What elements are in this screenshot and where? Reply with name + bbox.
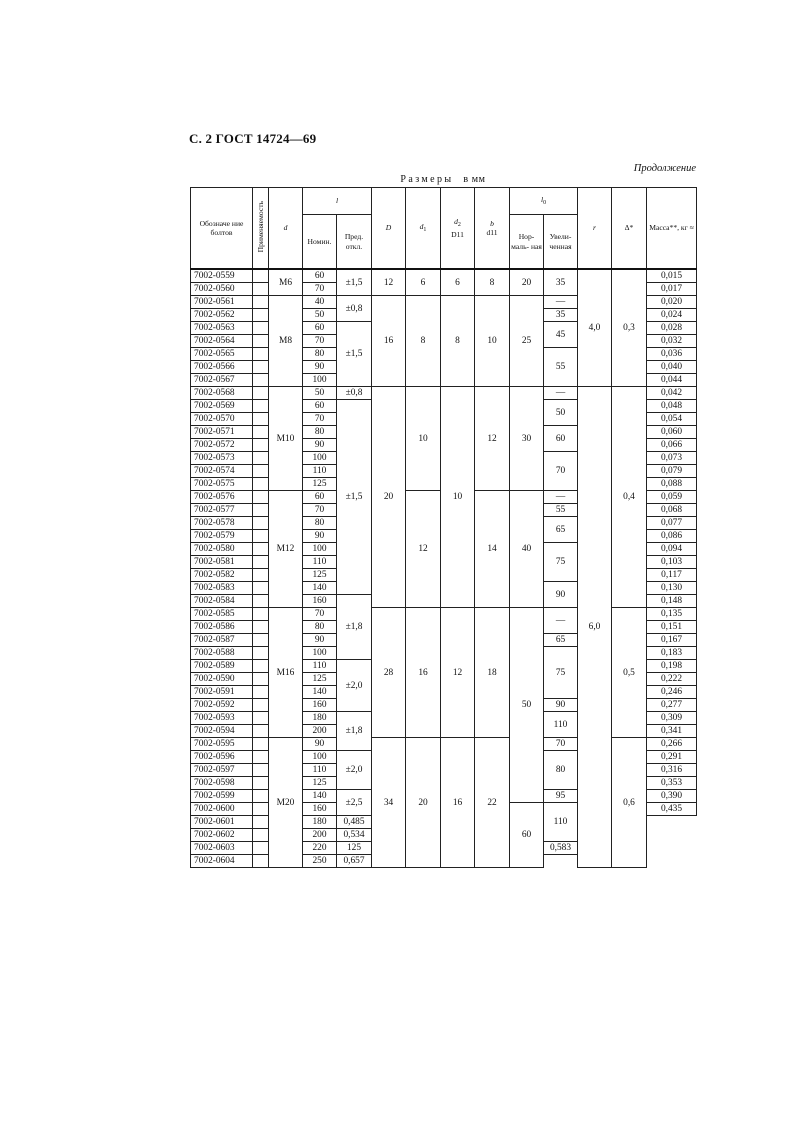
designation-cell: 7002-0573 — [191, 452, 253, 465]
applicability-cell — [253, 829, 269, 842]
mass-cell: 0,151 — [647, 621, 697, 634]
designation-cell: 7002-0575 — [191, 478, 253, 491]
d1-cell: 16 — [406, 608, 441, 738]
mass-cell: 0,316 — [647, 764, 697, 777]
length-tolerance-cell: ±1,5 — [337, 269, 372, 296]
mass-cell: 0,077 — [647, 517, 697, 530]
mass-cell: 0,094 — [647, 543, 697, 556]
designation-cell: 7002-0603 — [191, 842, 253, 855]
d2-cell: 6 — [441, 269, 475, 296]
l0-normal-cell: 25 — [510, 296, 544, 387]
d1-cell: 10 — [406, 387, 441, 491]
applicability-cell — [253, 816, 269, 829]
d2-cell: 12 — [441, 608, 475, 738]
l0-increased-cell: — — [544, 491, 578, 504]
col-b — [475, 188, 510, 270]
l0-increased-cell: 70 — [544, 452, 578, 491]
length-nominal-cell: 110 — [303, 465, 337, 478]
applicability-cell — [253, 465, 269, 478]
head-D-cell: 34 — [372, 738, 406, 868]
designation-cell: 7002-0562 — [191, 309, 253, 322]
designation-cell: 7002-0598 — [191, 777, 253, 790]
d1-cell: 8 — [406, 296, 441, 387]
mass-cell: 0,103 — [647, 556, 697, 569]
mass-cell: 0,060 — [647, 426, 697, 439]
thread-d-cell: M6 — [269, 269, 303, 296]
applicability-cell — [253, 569, 269, 582]
table-row — [191, 387, 697, 400]
head-D-cell: 12 — [372, 269, 406, 296]
applicability-cell — [253, 296, 269, 309]
mass-cell: 0,341 — [647, 725, 697, 738]
applicability-cell — [253, 842, 269, 855]
col-delta: Δ* — [612, 188, 647, 270]
applicability-cell — [253, 621, 269, 634]
designation-cell: 7002-0576 — [191, 491, 253, 504]
length-nominal-cell: 180 — [303, 712, 337, 725]
designation-cell: 7002-0570 — [191, 413, 253, 426]
length-nominal-cell: 100 — [303, 647, 337, 660]
mass-cell: 0,017 — [647, 283, 697, 296]
length-nominal-cell: 140 — [303, 582, 337, 595]
l0-increased-cell: 80 — [544, 751, 578, 790]
designation-cell: 7002-0604 — [191, 855, 253, 868]
length-nominal-cell: 250 — [303, 855, 337, 868]
mass-cell: 0,130 — [647, 582, 697, 595]
length-nominal-cell: 60 — [303, 322, 337, 335]
length-nominal-cell: 140 — [303, 686, 337, 699]
d2-cell: 10 — [441, 387, 475, 608]
col-d1-sub: 1 — [423, 226, 427, 233]
applicability-cell — [253, 790, 269, 803]
l0-increased-cell: 125 — [337, 842, 372, 855]
col-designation: Обозначе ние болтов — [191, 188, 253, 270]
designation-cell: 7002-0566 — [191, 361, 253, 374]
designation-cell: 7002-0579 — [191, 530, 253, 543]
length-nominal-cell: 90 — [303, 530, 337, 543]
l0-increased-cell: 60 — [544, 426, 578, 452]
designation-cell: 7002-0585 — [191, 608, 253, 621]
l0-normal-cell: 60 — [510, 803, 544, 868]
designation-cell: 7002-0584 — [191, 595, 253, 608]
mass-cell: 0,390 — [647, 790, 697, 803]
mass-cell: 0,079 — [647, 465, 697, 478]
b-cell: 14 — [475, 491, 510, 608]
applicability-cell — [253, 413, 269, 426]
applicability-cell — [253, 374, 269, 387]
mass-cell: 0,198 — [647, 660, 697, 673]
length-nominal-cell: 125 — [303, 478, 337, 491]
applicability-cell — [253, 309, 269, 322]
table-body — [191, 269, 697, 868]
length-tolerance-cell: ±0,8 — [337, 296, 372, 322]
col-l0-label: l — [540, 194, 544, 204]
applicability-cell — [253, 764, 269, 777]
length-tolerance-cell: ±1,8 — [337, 595, 372, 660]
length-nominal-cell: 110 — [303, 764, 337, 777]
applicability-cell — [253, 556, 269, 569]
mass-cell: 0,040 — [647, 361, 697, 374]
page-header: С. 2 ГОСТ 14724—69 — [189, 131, 317, 146]
length-tolerance-cell: ±0,8 — [337, 387, 372, 400]
d2-cell: 16 — [441, 738, 475, 868]
applicability-cell — [253, 673, 269, 686]
applicability-cell — [253, 608, 269, 621]
applicability-cell — [253, 387, 269, 400]
designation-cell: 7002-0596 — [191, 751, 253, 764]
d1-cell: 6 — [406, 269, 441, 296]
l0-increased-cell: — — [544, 387, 578, 400]
mass-cell: 0,353 — [647, 777, 697, 790]
length-nominal-cell: 90 — [303, 361, 337, 374]
designation-cell: 7002-0597 — [191, 764, 253, 777]
b-cell: 18 — [475, 608, 510, 738]
length-nominal-cell: 90 — [303, 439, 337, 452]
col-l0-normal: Нор- маль- ная — [510, 215, 544, 269]
l0-normal-cell: 20 — [510, 269, 544, 296]
col-d2 — [441, 188, 475, 270]
table-row — [191, 269, 697, 283]
designation-cell: 7002-0590 — [191, 673, 253, 686]
designation-cell: 7002-0602 — [191, 829, 253, 842]
length-nominal-cell: 160 — [303, 699, 337, 712]
col-d1 — [406, 188, 441, 270]
length-nominal-cell: 180 — [303, 816, 337, 829]
length-nominal-cell: 160 — [303, 803, 337, 816]
designation-cell: 7002-0578 — [191, 517, 253, 530]
l0-increased-cell: 55 — [544, 504, 578, 517]
designation-cell: 7002-0581 — [191, 556, 253, 569]
radius-r-cell: 6,0 — [578, 387, 612, 868]
col-mass: Масса**, кг ≈ — [647, 188, 697, 270]
mass-cell: 0,435 — [647, 803, 697, 816]
head-D-cell: 28 — [372, 608, 406, 738]
mass-cell: 0,246 — [647, 686, 697, 699]
applicability-cell — [253, 699, 269, 712]
designation-cell: 7002-0593 — [191, 712, 253, 725]
applicability-cell — [253, 283, 269, 296]
col-l-tolerance: Пред. откл. — [337, 215, 372, 269]
col-d2-tol: D11 — [451, 229, 464, 239]
applicability-cell — [253, 335, 269, 348]
designation-cell: 7002-0577 — [191, 504, 253, 517]
length-tolerance-cell: ±2,5 — [337, 790, 372, 816]
l0-increased-cell: 75 — [544, 543, 578, 582]
units-caption-word: Размеры — [400, 174, 454, 185]
designation-cell: 7002-0583 — [191, 582, 253, 595]
designation-cell: 7002-0591 — [191, 686, 253, 699]
designation-cell: 7002-0580 — [191, 543, 253, 556]
length-nominal-cell: 70 — [303, 608, 337, 621]
length-tolerance-cell: ±1,5 — [337, 400, 372, 595]
applicability-cell — [253, 269, 269, 283]
length-nominal-cell: 200 — [303, 725, 337, 738]
col-applicability-label: Применяемость — [255, 201, 265, 253]
designation-cell: 7002-0594 — [191, 725, 253, 738]
designation-cell: 7002-0587 — [191, 634, 253, 647]
col-l0-increased: Увели- ченная — [544, 215, 578, 269]
mass-cell: 0,135 — [647, 608, 697, 621]
mass-cell: 0,148 — [647, 595, 697, 608]
mass-cell: 0,088 — [647, 478, 697, 491]
mass-cell: 0,044 — [647, 374, 697, 387]
length-nominal-cell: 100 — [303, 751, 337, 764]
mass-cell: 0,117 — [647, 569, 697, 582]
designation-cell: 7002-0563 — [191, 322, 253, 335]
designation-cell: 7002-0569 — [191, 400, 253, 413]
continuation-label: Продолжение — [633, 163, 696, 174]
l0-increased-cell: 75 — [544, 647, 578, 699]
designation-cell: 7002-0567 — [191, 374, 253, 387]
mass-cell: 0,277 — [647, 699, 697, 712]
designation-cell: 7002-0586 — [191, 621, 253, 634]
mass-cell: 0,167 — [647, 634, 697, 647]
l0-normal-cell: 40 — [510, 491, 544, 608]
b-cell: 10 — [475, 296, 510, 387]
length-nominal-cell: 90 — [303, 634, 337, 647]
l0-increased-cell: 95 — [544, 790, 578, 803]
mass-cell: 0,032 — [647, 335, 697, 348]
mass-cell: 0,485 — [337, 816, 372, 829]
l0-increased-cell: 65 — [544, 634, 578, 647]
applicability-cell — [253, 712, 269, 725]
col-r: r — [578, 188, 612, 270]
length-nominal-cell: 60 — [303, 269, 337, 283]
mass-cell: 0,020 — [647, 296, 697, 309]
designation-cell: 7002-0599 — [191, 790, 253, 803]
table-row — [191, 738, 697, 751]
length-nominal-cell: 80 — [303, 348, 337, 361]
col-d2-label: d — [454, 217, 458, 226]
length-nominal-cell: 100 — [303, 374, 337, 387]
l0-increased-cell: 55 — [544, 348, 578, 387]
d1-cell: 12 — [406, 491, 441, 608]
col-l0 — [510, 188, 578, 215]
length-nominal-cell: 110 — [303, 660, 337, 673]
mass-cell: 0,066 — [647, 439, 697, 452]
mass-cell: 0,054 — [647, 413, 697, 426]
designation-cell: 7002-0572 — [191, 439, 253, 452]
thread-d-cell: M10 — [269, 387, 303, 491]
designation-cell: 7002-0588 — [191, 647, 253, 660]
delta-cell: 0,3 — [612, 269, 647, 387]
mass-cell: 0,048 — [647, 400, 697, 413]
length-tolerance-cell: ±2,0 — [337, 660, 372, 712]
col-d: d — [269, 188, 303, 270]
applicability-cell — [253, 855, 269, 868]
length-nominal-cell: 70 — [303, 283, 337, 296]
applicability-cell — [253, 777, 269, 790]
delta-cell: 0,5 — [612, 608, 647, 738]
d2-cell: 8 — [441, 296, 475, 387]
mass-cell: 0,266 — [647, 738, 697, 751]
length-nominal-cell: 80 — [303, 517, 337, 530]
applicability-cell — [253, 543, 269, 556]
applicability-cell — [253, 582, 269, 595]
l0-increased-cell: 35 — [544, 269, 578, 296]
b-cell: 8 — [475, 269, 510, 296]
length-nominal-cell: 40 — [303, 296, 337, 309]
length-nominal-cell: 60 — [303, 400, 337, 413]
mass-cell: 0,183 — [647, 647, 697, 660]
l0-increased-cell: 35 — [544, 309, 578, 322]
designation-cell: 7002-0589 — [191, 660, 253, 673]
mass-cell: 0,657 — [337, 855, 372, 868]
mass-cell: 0,291 — [647, 751, 697, 764]
applicability-cell — [253, 660, 269, 673]
head-D-cell: 16 — [372, 296, 406, 387]
thread-d-cell: M8 — [269, 296, 303, 387]
applicability-cell — [253, 725, 269, 738]
thread-d-cell: M16 — [269, 608, 303, 738]
mass-cell: 0,024 — [647, 309, 697, 322]
designation-cell: 7002-0565 — [191, 348, 253, 361]
col-applicability — [253, 188, 269, 270]
length-nominal-cell: 80 — [303, 621, 337, 634]
designation-cell: 7002-0568 — [191, 387, 253, 400]
bolt-dimensions-table — [190, 187, 697, 868]
length-nominal-cell: 50 — [303, 387, 337, 400]
l0-normal-cell: 50 — [510, 608, 544, 803]
designation-cell: 7002-0592 — [191, 699, 253, 712]
length-nominal-cell: 200 — [303, 829, 337, 842]
mass-cell: 0,068 — [647, 504, 697, 517]
b-cell: 22 — [475, 738, 510, 868]
applicability-cell — [253, 738, 269, 751]
designation-cell: 7002-0561 — [191, 296, 253, 309]
length-nominal-cell: 110 — [303, 556, 337, 569]
col-d1-label: d — [419, 221, 424, 231]
units-caption-mm: в мм — [463, 174, 486, 185]
applicability-cell — [253, 595, 269, 608]
mass-cell: 0,222 — [647, 673, 697, 686]
length-tolerance-cell: ±1,8 — [337, 712, 372, 751]
applicability-cell — [253, 491, 269, 504]
applicability-cell — [253, 751, 269, 764]
mass-cell: 0,015 — [647, 269, 697, 283]
designation-cell: 7002-0601 — [191, 816, 253, 829]
col-l: l — [303, 188, 372, 215]
length-nominal-cell: 125 — [303, 569, 337, 582]
col-b-label: b — [490, 218, 494, 228]
mass-cell: 0,059 — [647, 491, 697, 504]
table-row — [191, 608, 697, 621]
radius-r-cell: 4,0 — [578, 269, 612, 387]
length-tolerance-cell: ±1,5 — [337, 322, 372, 387]
l0-normal-cell: 30 — [510, 387, 544, 491]
l0-increased-cell: 110 — [544, 803, 578, 842]
applicability-cell — [253, 504, 269, 517]
head-D-cell: 20 — [372, 387, 406, 608]
l0-increased-cell: 90 — [544, 699, 578, 712]
col-l0-sub: 0 — [543, 199, 547, 206]
mass-cell: 0,036 — [647, 348, 697, 361]
designation-cell: 7002-0582 — [191, 569, 253, 582]
l0-increased-cell: 45 — [544, 322, 578, 348]
length-nominal-cell: 70 — [303, 504, 337, 517]
l0-increased-cell: 90 — [544, 582, 578, 608]
l0-increased-cell: 110 — [544, 712, 578, 738]
applicability-cell — [253, 361, 269, 374]
applicability-cell — [253, 647, 269, 660]
length-nominal-cell: 100 — [303, 543, 337, 556]
length-nominal-cell: 125 — [303, 777, 337, 790]
length-nominal-cell: 140 — [303, 790, 337, 803]
designation-cell: 7002-0560 — [191, 283, 253, 296]
applicability-cell — [253, 803, 269, 816]
l0-increased-cell: 65 — [544, 517, 578, 543]
applicability-cell — [253, 634, 269, 647]
l0-increased-cell: 50 — [544, 400, 578, 426]
applicability-cell — [253, 530, 269, 543]
units-caption — [190, 174, 696, 185]
length-tolerance-cell: ±2,0 — [337, 751, 372, 790]
length-nominal-cell: 70 — [303, 413, 337, 426]
applicability-cell — [253, 517, 269, 530]
col-l-nominal: Номин. — [303, 215, 337, 269]
mass-cell: 0,073 — [647, 452, 697, 465]
length-nominal-cell: 160 — [303, 595, 337, 608]
length-nominal-cell: 80 — [303, 426, 337, 439]
l0-increased-cell: — — [544, 608, 578, 634]
length-nominal-cell: 60 — [303, 491, 337, 504]
length-nominal-cell: 100 — [303, 452, 337, 465]
applicability-cell — [253, 478, 269, 491]
length-nominal-cell: 70 — [303, 335, 337, 348]
thread-d-cell: M20 — [269, 738, 303, 868]
applicability-cell — [253, 322, 269, 335]
designation-cell: 7002-0595 — [191, 738, 253, 751]
delta-cell: 0,4 — [612, 387, 647, 608]
length-nominal-cell: 90 — [303, 738, 337, 751]
length-nominal-cell: 125 — [303, 673, 337, 686]
applicability-cell — [253, 426, 269, 439]
length-nominal-cell: 50 — [303, 309, 337, 322]
applicability-cell — [253, 452, 269, 465]
applicability-cell — [253, 439, 269, 452]
mass-cell: 0,086 — [647, 530, 697, 543]
length-nominal-cell: 220 — [303, 842, 337, 855]
applicability-cell — [253, 348, 269, 361]
applicability-cell — [253, 400, 269, 413]
b-cell: 12 — [475, 387, 510, 491]
delta-cell: 0,6 — [612, 738, 647, 868]
designation-cell: 7002-0559 — [191, 269, 253, 283]
l0-increased-cell: — — [544, 296, 578, 309]
designation-cell: 7002-0600 — [191, 803, 253, 816]
col-d2-sub: 2 — [457, 222, 461, 228]
mass-cell: 0,042 — [647, 387, 697, 400]
mass-cell: 0,583 — [544, 842, 578, 855]
mass-cell: 0,028 — [647, 322, 697, 335]
col-D: D — [372, 188, 406, 270]
thread-d-cell: M12 — [269, 491, 303, 608]
col-b-tol: d11 — [486, 228, 498, 237]
l0-increased-cell: 70 — [544, 738, 578, 751]
mass-cell: 0,534 — [337, 829, 372, 842]
mass-cell: 0,309 — [647, 712, 697, 725]
d1-cell: 20 — [406, 738, 441, 868]
designation-cell: 7002-0564 — [191, 335, 253, 348]
applicability-cell — [253, 686, 269, 699]
designation-cell: 7002-0574 — [191, 465, 253, 478]
designation-cell: 7002-0571 — [191, 426, 253, 439]
